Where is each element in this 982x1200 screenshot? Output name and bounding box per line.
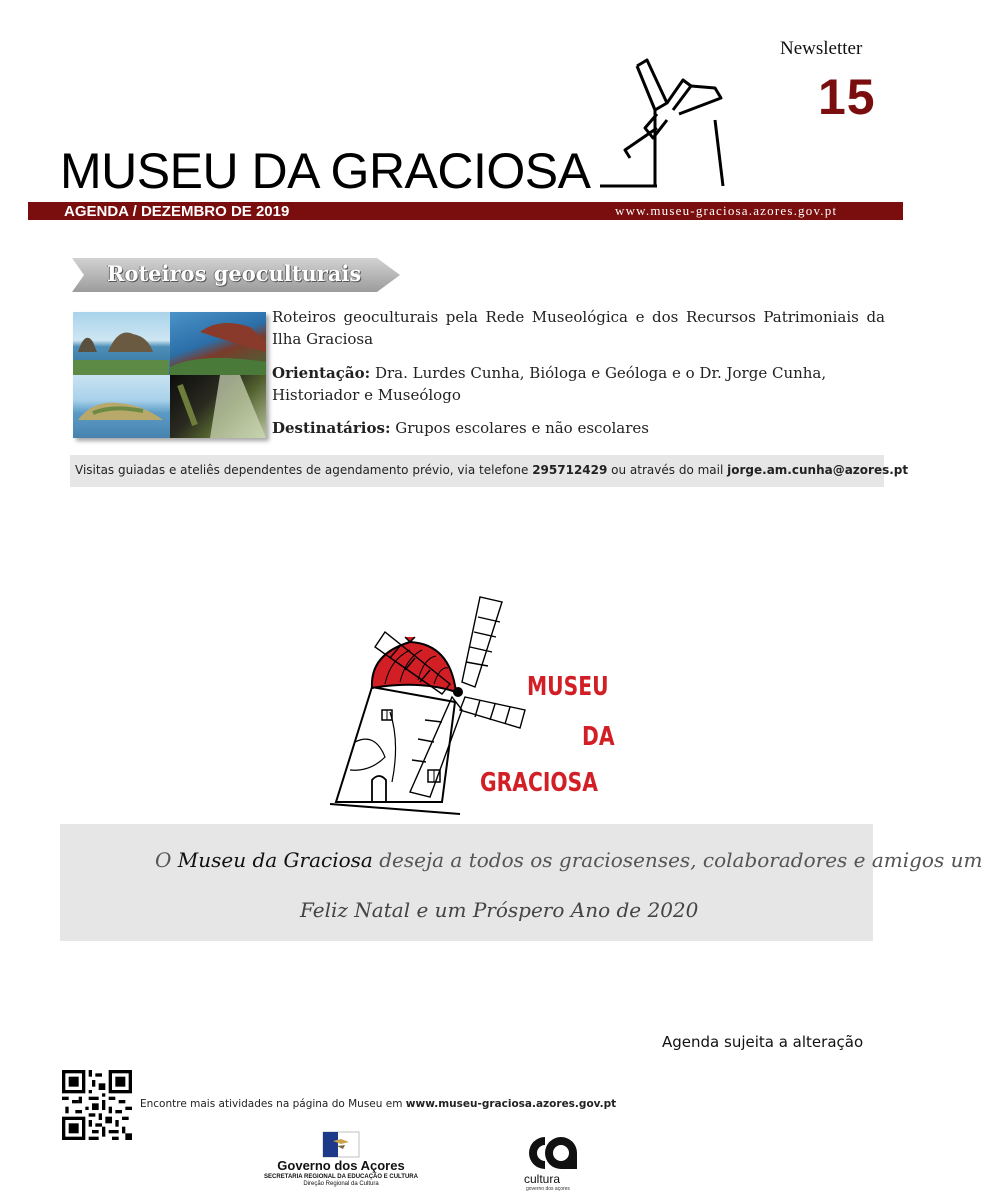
newsletter-number: 15 bbox=[818, 69, 876, 125]
booking-email[interactable]: jorge.am.cunha@azores.pt bbox=[727, 463, 909, 477]
orientation-line bbox=[272, 362, 885, 406]
logo-word-museu: MUSEU bbox=[527, 672, 609, 702]
photo-collage bbox=[73, 312, 266, 438]
photo-coast bbox=[170, 312, 267, 375]
gov-name: Governo dos Açores bbox=[277, 1158, 405, 1173]
greeting-box bbox=[60, 824, 873, 941]
recipients-text: Grupos escolares e não escolares bbox=[395, 419, 649, 437]
windmill-outline-icon bbox=[595, 58, 735, 193]
section-description: Roteiros geoculturais pela Rede Museológica e dos Recursos Patrimoniais da Ilha Graciosa bbox=[272, 308, 885, 348]
orientation-label: Orientação: bbox=[272, 364, 371, 382]
booking-phone[interactable]: 295712429 bbox=[532, 463, 608, 477]
qr-code-icon[interactable] bbox=[62, 1070, 132, 1140]
gov-subdepartment: Direção Regional da Cultura bbox=[303, 1181, 379, 1187]
greeting-line-2: Feliz Natal e um Próspero Ano de 2020 bbox=[300, 898, 699, 922]
photo-island bbox=[73, 375, 170, 438]
cultura-subtitle: governo dos açores bbox=[526, 1186, 570, 1192]
recipients-label: Destinatários: bbox=[272, 419, 391, 437]
greeting-line-1-rest: deseja a todos os graciosenses, colaboradores e amigos um bbox=[372, 848, 982, 872]
greeting-prefix: O bbox=[155, 848, 178, 872]
photo-islets bbox=[73, 312, 170, 375]
azores-flag-icon bbox=[323, 1132, 359, 1157]
cultura-logo-icon bbox=[527, 1133, 579, 1173]
greeting-line-1 bbox=[155, 848, 982, 872]
booking-text-before-phone: Visitas guiadas e ateliês dependentes de agendamento prévio, via telefone bbox=[75, 463, 533, 477]
cultura-word: cultura bbox=[524, 1172, 561, 1186]
more-activities-url[interactable]: www.museu-graciosa.azores.gov.pt bbox=[405, 1098, 617, 1110]
logo-word-da: DA bbox=[582, 722, 615, 752]
header-site-url[interactable]: www.museu-graciosa.azores.gov.pt bbox=[615, 203, 838, 218]
recipients-line bbox=[272, 417, 885, 439]
schedule-note: Agenda sujeita a alteração bbox=[662, 1033, 864, 1051]
more-activities-text: Encontre mais atividades na página do Museu em bbox=[140, 1098, 406, 1110]
newsletter-label: Newsletter bbox=[780, 38, 863, 59]
greeting-museum-name: Museu da Graciosa bbox=[177, 848, 373, 872]
gov-department: SECRETARIA REGIONAL DA EDUCAÇÃO E CULTURA bbox=[264, 1174, 418, 1180]
photo-cave bbox=[170, 375, 267, 438]
agenda-label: AGENDA / DEZEMBRO DE 2019 bbox=[64, 203, 290, 220]
orientation-text: Dra. Lurdes Cunha, Bióloga e Geóloga e o Dr. Jorge Cunha, Historiador e Museólogo bbox=[272, 364, 827, 404]
masthead-title: MUSEU DA GRACIOSA bbox=[60, 143, 591, 199]
booking-text-before-mail: ou através do mail bbox=[607, 463, 728, 477]
booking-notice bbox=[75, 462, 908, 478]
more-activities-note bbox=[140, 1098, 616, 1110]
section-title: Roteiros geoculturais bbox=[107, 261, 362, 286]
logo-word-graciosa: GRACIOSA bbox=[480, 768, 598, 798]
